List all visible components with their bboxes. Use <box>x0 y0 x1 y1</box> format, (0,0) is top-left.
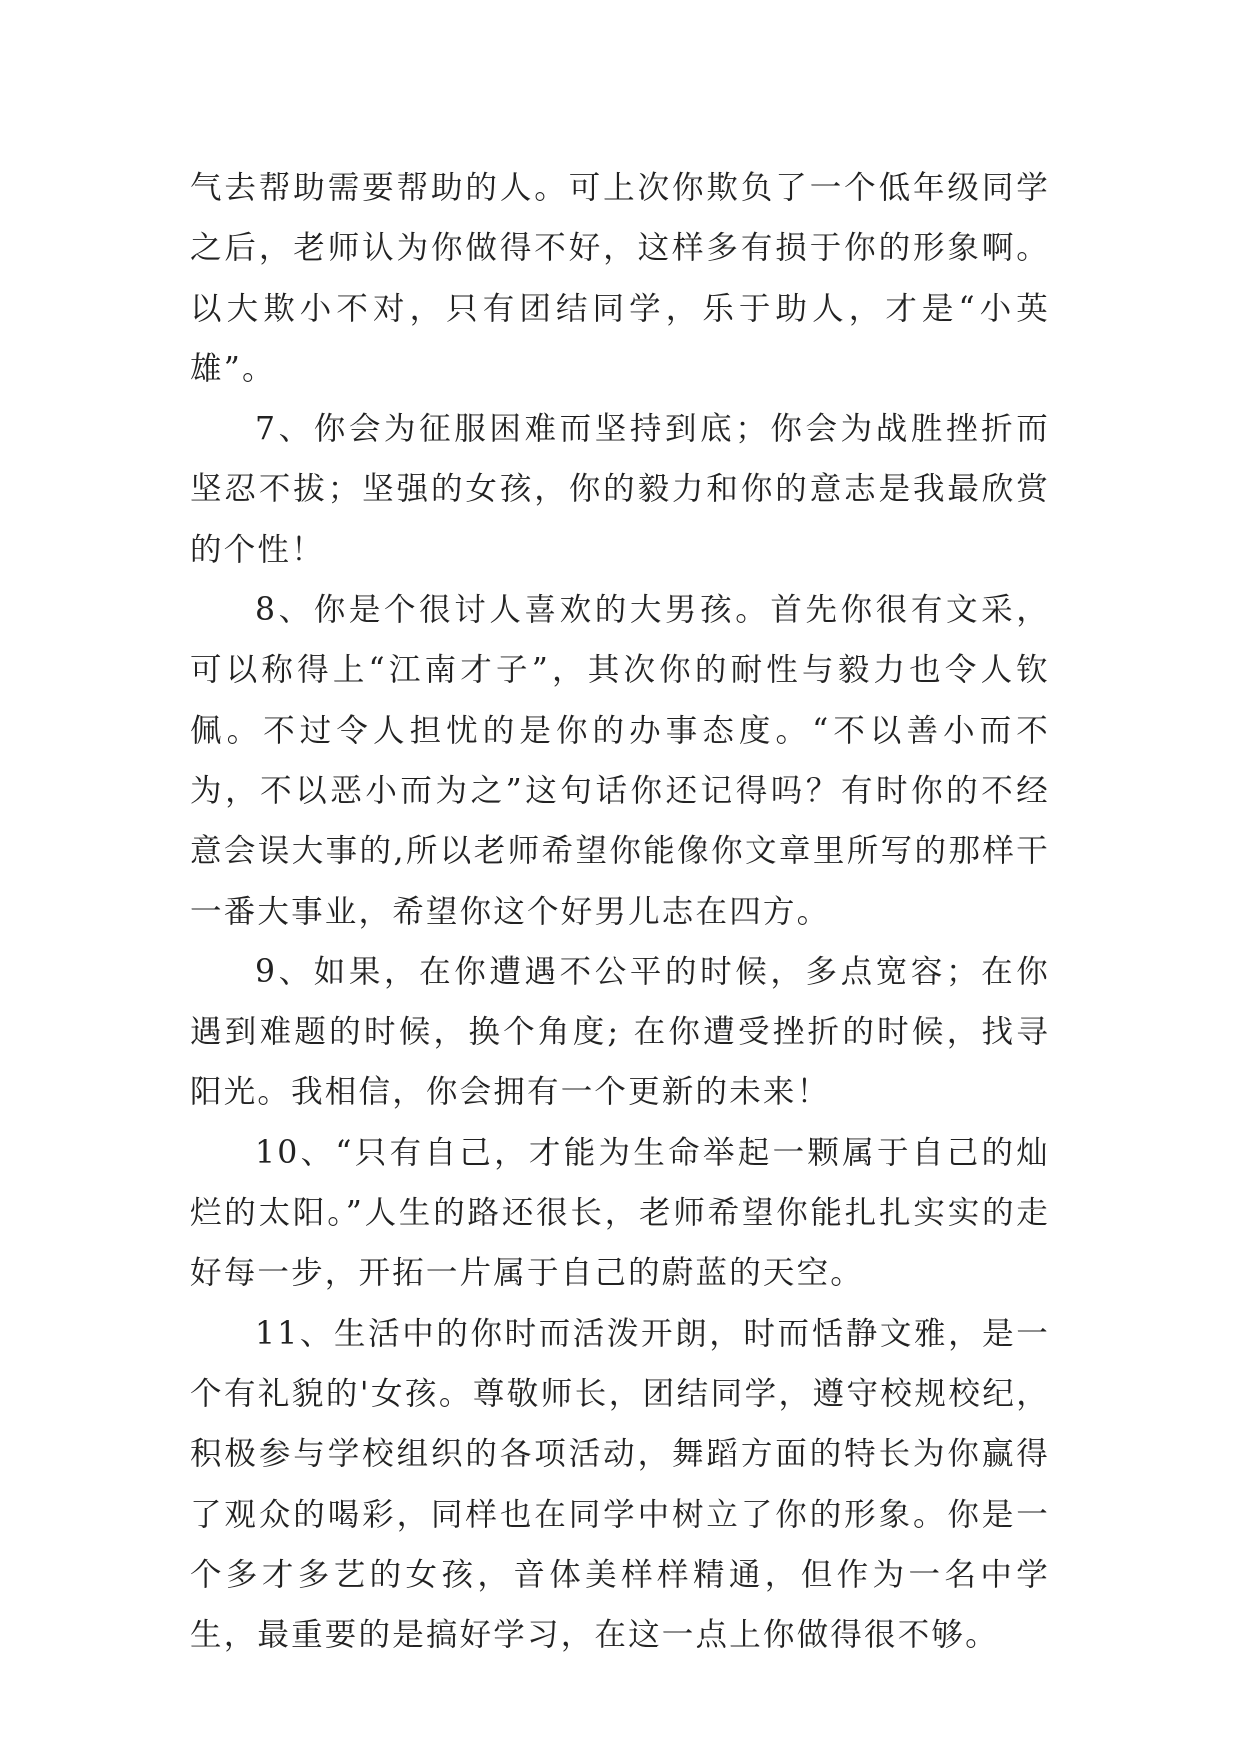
paragraph-9: 9、如果，在你遭遇不公平的时候，多点宽容；在你遇到难题的时候，换个角度; 在你遭受挫折的时候，找寻阳光。我相信，你会拥有一个更新的未来！ <box>190 953 1050 1111</box>
paragraph-7: 7、你会为征服困难而坚持到底；你会为战胜挫折而坚忍不拔；坚强的女孩，你的毅力和你的意志是我最欣赏的个性！ <box>190 411 1050 568</box>
paragraph-10: 10、“只有自己，才能为生命举起一颗属于自己的灿烂的太阳。”人生的路还很长，老师希望你能扎扎实实的走好每一步，开拓一片属于自己的蔚蓝的天空。 <box>190 1134 1050 1292</box>
paragraph-11: 11、生活中的你时而活泼开朗，时而恬静文雅，是一个有礼貌的'女孩。尊敬师长，团结同学，遵守校规校纪，积极参与学校组织的各项活动，舞蹈方面的特长为你赢得了观众的喝彩，同样也在同学中树立了你的形象。你是一个多才多艺的女孩，音体美样样精通，但作为一名中学生，最重要的是搞好学习，在这一点上你做得很不够。 <box>190 1315 1050 1654</box>
paragraph-continuation: 气去帮助需要帮助的人。可上次你欺负了一个低年级同学之后，老师认为你做得不好，这样多有损于你的形象啊。以大欺小不对，只有团结同学，乐于助人，才是“小英雄”。 <box>190 170 1050 387</box>
document-body <box>190 158 1050 1665</box>
paragraph-8: 8、你是个很讨人喜欢的大男孩。首先你很有文采，可以称得上“江南才子”，其次你的耐性与毅力也令人钦佩。不过令人担忧的是你的办事态度。“不以善小而不为，不以恶小而为之”这句话你还记得吗？有时你的不经意会误大事的,所以老师希望你能像你文章里所写的那样干一番大事业，希望你这个好男儿志在四方。 <box>190 592 1050 930</box>
